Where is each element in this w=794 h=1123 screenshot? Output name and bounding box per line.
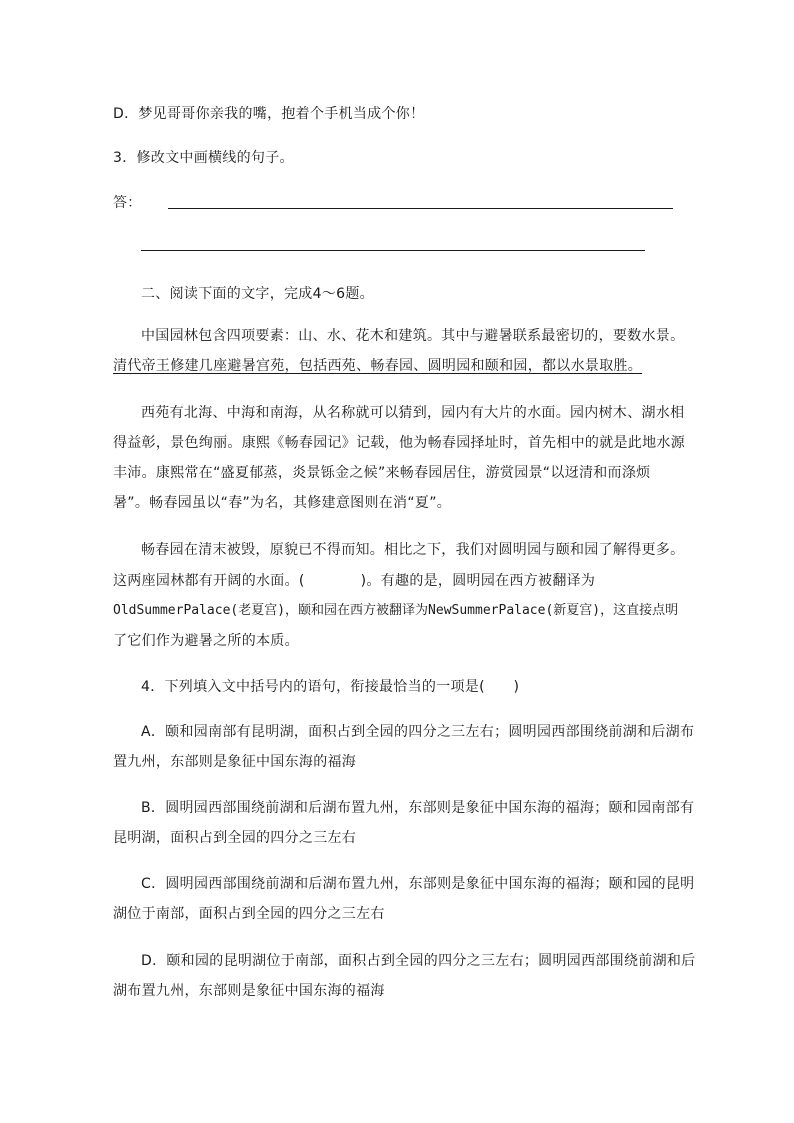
section-heading: 二、阅读下面的文字，完成4～6题。 (141, 286, 374, 302)
q4-option-b-line2[interactable]: 昆明湖，面积占到全园的四分之三左右 (113, 830, 357, 846)
passage-p3-line2-after: )。有趣的是，圆明园在西方被翻译为 (360, 573, 596, 589)
passage-p2-line2: 得益彰，景色绚丽。康熙《畅春园记》记载，他为畅春园择址时，首先相中的就是此地水源 (113, 435, 685, 451)
q4-option-c-line2[interactable]: 湖位于南部，面积占到全园的四分之三左右 (113, 906, 385, 922)
passage-p3-line2 (113, 571, 683, 591)
passage-p3-line3: OldSummerPalace(老夏宫)，颐和园在西方被翻译为NewSummerPalace(新夏宫)，这直接点明 (113, 603, 679, 618)
q4-option-b-line1[interactable]: B．圆明园西部围绕前湖和后湖布置九州，东部则是象征中国东海的福海；颐和园南部有 (141, 800, 695, 816)
q3-stem: 3．修改文中画横线的句子。 (113, 150, 294, 166)
q4-option-d-line1[interactable]: D．颐和园的昆明湖位于南部，面积占到全园的四分之三左右；圆明园西部围绕前湖和后 (141, 953, 696, 969)
answer-blank-line-2[interactable] (141, 250, 645, 251)
passage-p3-line1: 畅春园在清末被毁，原貌已不得而知。相比之下，我们对圆明园与颐和园了解得更多。 (141, 542, 685, 558)
passage-p1-underlined-sentence: 清代帝王修建几座避暑宫苑，包括西苑、畅春园、圆明园和颐和园，都以水景取胜。 (113, 358, 643, 374)
q2-option-d: D．梦见哥哥你亲我的嘴，抱着个手机当成个你！ (113, 106, 425, 122)
passage-p2-line1: 西苑有北海、中海和南海，从名称就可以猜到，园内有大片的水面。园内树木、湖水相 (141, 405, 685, 421)
q4-stem: 4．下列填入文中括号内的语句，衔接最恰当的一项是( ) (141, 679, 520, 695)
passage-p3-line2-before: 这两座园林都有开阔的水面。( (113, 573, 305, 589)
answer-label: 答： (113, 195, 142, 211)
answer-blank-line-1[interactable] (168, 208, 673, 209)
passage-p2-line4: 暑”。畅春园虽以“春”为名，其修建意图则在消“夏”。 (113, 495, 452, 511)
passage-p1-line1: 中国园林包含四项要素：山、水、花木和建筑。其中与避暑联系最密切的，要数水景。 (141, 328, 685, 344)
q4-option-a-line2[interactable]: 置九州，东部则是象征中国东海的福海 (113, 754, 357, 770)
q4-option-d-line2[interactable]: 湖布置九州，东部则是象征中国东海的福海 (113, 983, 385, 999)
passage-p2-line3: 丰沛。康熙常在“盛夏郁蒸，炎景铄金之候”来畅春园居住，游赏园景“以迓清和而涤烦 (113, 465, 651, 481)
q4-option-c-line1[interactable]: C．圆明园西部围绕前湖和后湖布置九州，东部则是象征中国东海的福海；颐和园的昆明 (141, 876, 695, 892)
q4-option-a-line1[interactable]: A．颐和园南部有昆明湖，面积占到全园的四分之三左右；圆明园西部围绕前湖和后湖布 (141, 724, 695, 740)
passage-p3-line4: 了它们作为避暑之所的本质。 (113, 633, 299, 649)
